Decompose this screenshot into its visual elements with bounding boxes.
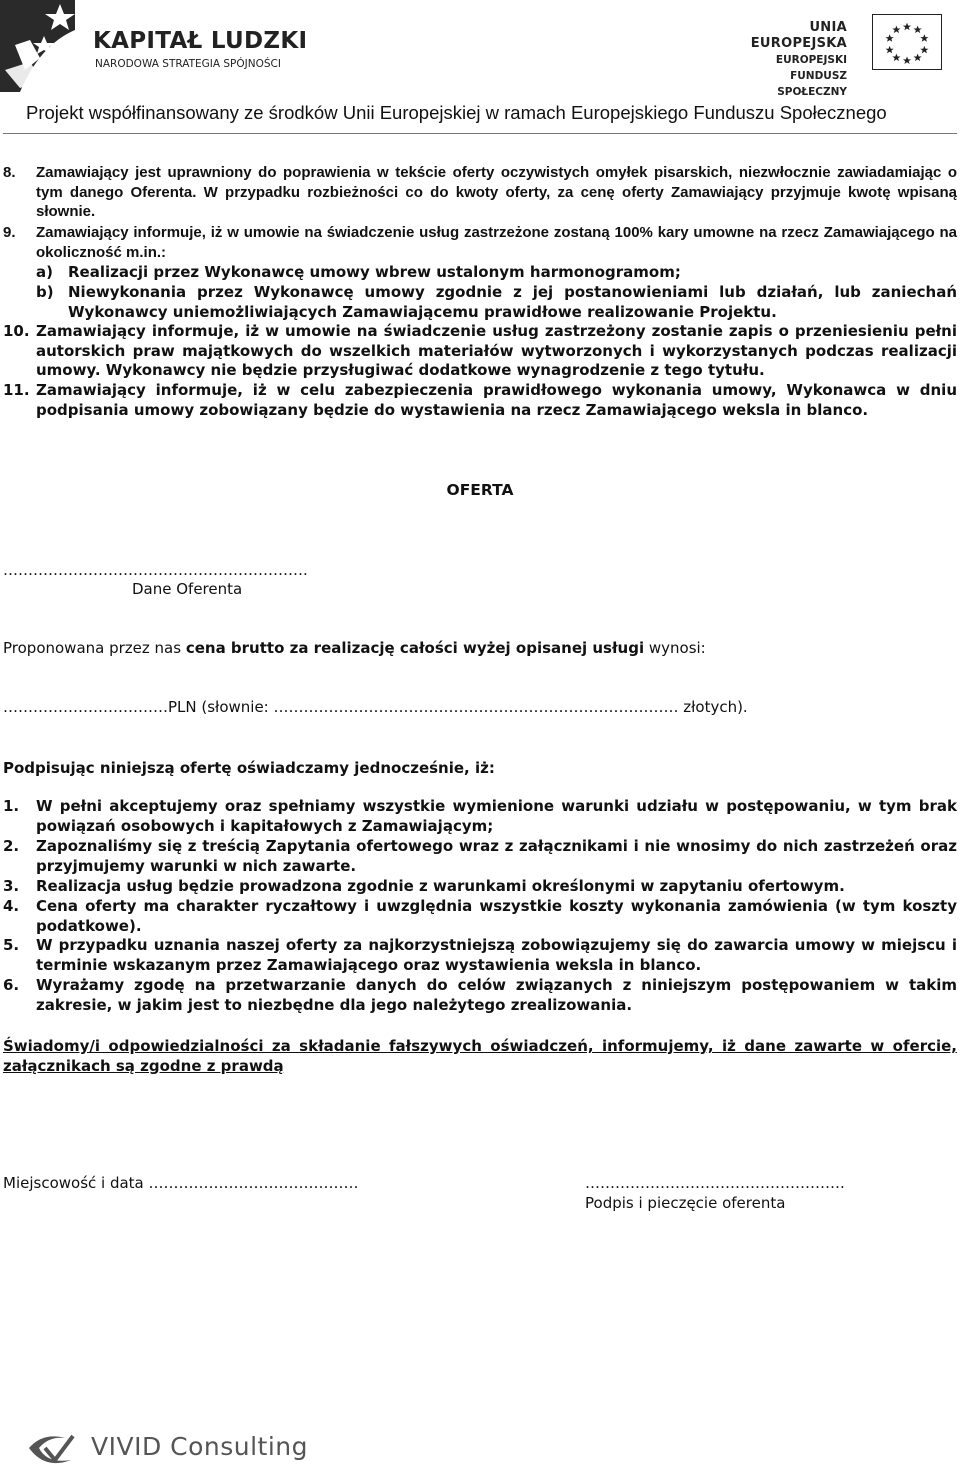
condition-8-number: 8. xyxy=(3,164,16,181)
declaration-2-number: 2. xyxy=(3,837,20,855)
signature-dots: ……………………………………………. xyxy=(585,1174,845,1192)
vivid-swoosh-icon xyxy=(25,1430,87,1466)
condition-9-a-label: a) xyxy=(36,263,53,281)
declaration-1-text: W pełni akceptujemy oraz spełniamy wszystkie wymienione warunki udziału w postępowaniu, w tym brak powiązań osobowych i kapitałowych z Zamawiającym; xyxy=(36,797,957,835)
declaration-2 xyxy=(3,837,957,876)
signature-label: Podpis i pieczęcie oferenta xyxy=(585,1194,786,1212)
eu-line-2: EUROPEJSKI xyxy=(775,54,847,66)
eu-flag-icon xyxy=(872,14,942,70)
condition-9-number: 9. xyxy=(3,224,16,241)
condition-10 xyxy=(3,322,957,381)
declaration-heading: Podpisując niniejszą ofertę oświadczamy jednocześnie, iż: xyxy=(3,759,495,777)
declaration-3-text: Realizacja usług będzie prowadzona zgodnie z warunkami określonymi w zapytaniu ofertowym. xyxy=(36,877,845,895)
kapital-ludzki-logo xyxy=(0,0,308,92)
declaration-3-number: 3. xyxy=(3,877,20,895)
condition-10-number: 10. xyxy=(3,322,30,340)
condition-11-text: Zamawiający informuje, iż w celu zabezpieczenia prawidłowego wykonania umowy, Wykonawca w dniu podpisania umowy zobowiązany będzie do wystawienia na rzecz Zamawiającego weksla in blanco. xyxy=(36,381,957,419)
oferent-dots: ……………………………………………………. xyxy=(3,561,308,579)
condition-10-text: Zamawiający informuje, iż w umowie na świadczenie usług zastrzeżony zostanie zapis o przeniesieniu pełni autorskich praw majątkowych do wszelkich materiałów wytworzonych i wykorzystanych podczas realizacji umowy. Wykonawcy nie będzie przysługiwać dodatkowe wynagrodzenie z tego tytułu. xyxy=(36,322,957,380)
declaration-1 xyxy=(3,797,957,836)
eu-line-3: FUNDUSZ SPOŁECZNY xyxy=(777,70,847,98)
kapital-ludzki-emblem-icon xyxy=(0,0,80,92)
condition-8 xyxy=(3,163,957,222)
declaration-1-number: 1. xyxy=(3,797,20,815)
oferent-label: Dane Oferenta xyxy=(132,580,243,598)
offer-title: OFERTA xyxy=(446,481,514,499)
condition-9-b-text: Niewykonania przez Wykonawcę umowy zgodnie z jej postanowieniami lub działań, lub zaniechań Wykonawcy uniemożliwiających Zamawiającemu prawidłowe realizowanie Projektu. xyxy=(68,283,957,321)
header-divider xyxy=(3,133,957,134)
price-intro: Proponowana przez nas xyxy=(3,639,186,657)
declaration-3 xyxy=(3,877,957,897)
declaration-4-text: Cena oferty ma charakter ryczałtowy i uwzględnia wszystkie koszty wykonania zamówienia (w tym koszty podatkowe). xyxy=(36,897,957,935)
declaration-5-text: W przypadku uznania naszej oferty za najkorzystniejszą zobowiązujemy się do zawarcia umowy w miejscu i terminie wskazanym przez Zamawiającego oraz wystawienia weksla in blanco. xyxy=(36,936,957,974)
condition-8-text: Zamawiający jest uprawniony do poprawienia w tekście oferty oczywistych omyłek pisarskich, niezwłocznie zawiadamiając o tym danego Oferenta. W przypadku rozbieżności co do kwoty oferty, za cenę oferty Zamawiający przyjmuje kwotę wpisaną słownie. xyxy=(36,164,957,221)
price-bold: cena brutto za realizację całości wyżej opisanej usługi xyxy=(185,639,645,657)
condition-9 xyxy=(3,223,957,262)
declaration-4-number: 4. xyxy=(3,897,20,915)
price-outro: wynosi: xyxy=(644,639,706,657)
eu-logo xyxy=(725,14,945,98)
logo-subtitle: NARODOWA STRATEGIA SPÓJNOŚCI xyxy=(95,58,281,70)
place-and-date: Miejscowość i data …………………………………… xyxy=(3,1174,359,1192)
eu-line-1: UNIA EUROPEJSKA xyxy=(750,20,847,51)
vivid-consulting-logo xyxy=(25,1428,309,1468)
declaration-6-text: Wyrażamy zgodę na przetwarzanie danych do celów związanych z niniejszym postępowaniem w takim zakresie, w jakim jest to niezbędne dla jego należytego zrealizowania. xyxy=(36,976,957,1014)
condition-11 xyxy=(3,381,957,420)
logo-title: KAPITAŁ LUDZKI xyxy=(93,28,308,54)
declaration-5 xyxy=(3,936,957,975)
vivid-brand-text: VIVID Consulting xyxy=(91,1432,309,1461)
project-cofinancing-line: Projekt współfinansowany ze środków Unii Europejskiej w ramach Europejskiego Funduszu Społecznego xyxy=(26,102,887,123)
condition-11-number: 11. xyxy=(3,381,30,399)
price-fill-line: ……………………………PLN (słownie: ……………………………………………………………………… złotych). xyxy=(3,698,748,716)
condition-9-text: Zamawiający informuje, iż w umowie na świadczenie usług zastrzeżone zostaną 100% kary umowne na rzecz Zamawiającego na okoliczność m.in.: xyxy=(36,224,957,261)
awareness-statement: Świadomy/i odpowiedzialności za składanie fałszywych oświadczeń, informujemy, iż dane zawarte w ofercie, załącznikach są zgodne z prawdą xyxy=(3,1037,957,1075)
declaration-6-number: 6. xyxy=(3,976,20,994)
declaration-2-text: Zapoznaliśmy się z treścią Zapytania ofertowego wraz z załącznikami i nie wnosimy do nich zastrzeżeń oraz przyjmujemy warunki w nich zawarte. xyxy=(36,837,957,875)
declaration-6 xyxy=(3,976,957,1015)
price-statement xyxy=(3,639,706,657)
eu-logo-text xyxy=(725,20,847,100)
condition-9-a-text: Realizacji przez Wykonawcę umowy wbrew ustalonym harmonogramom; xyxy=(68,263,681,281)
declaration-5-number: 5. xyxy=(3,936,20,954)
declaration-4 xyxy=(3,897,957,936)
condition-9-a xyxy=(3,263,957,283)
condition-9-b xyxy=(3,283,957,322)
condition-9-b-label: b) xyxy=(36,283,54,301)
